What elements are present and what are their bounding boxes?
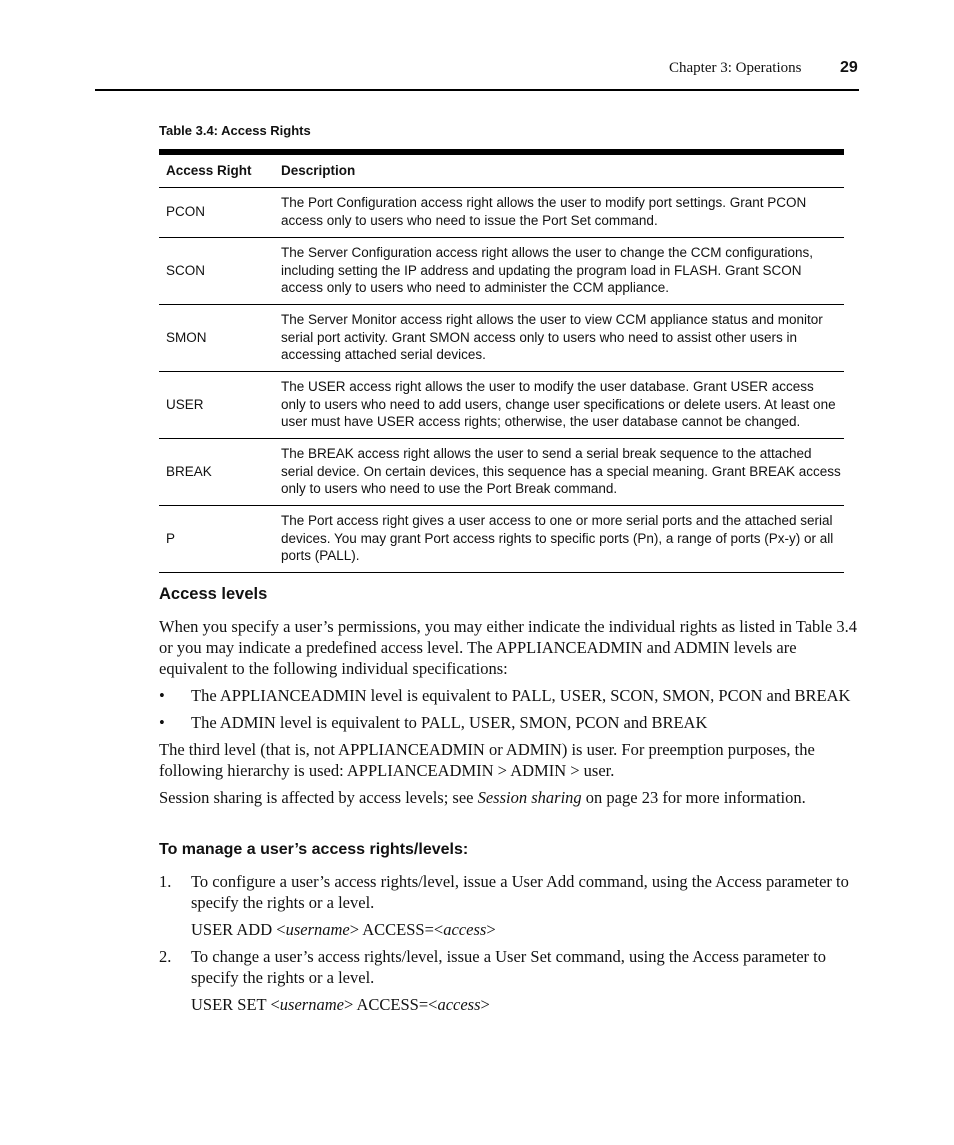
table-row [159,505,844,572]
procedure-steps [159,871,859,1021]
column-header-access-right: Access Right [159,152,274,187]
table-caption: Table 3.4: Access Rights [159,123,311,138]
session-sharing-paragraph [159,787,859,808]
access-rights-table [159,149,844,573]
step-text: To configure a user’s access rights/level, issue a User Add command, using the Access parameter to specify the rights or a level. [191,872,849,912]
command-arg-access: access [437,995,481,1014]
access-right-cell: P [159,505,274,572]
access-right-cell: SMON [159,304,274,371]
command-prefix: USER ADD < [191,920,286,939]
access-levels-body [159,616,859,814]
access-right-cell: USER [159,371,274,438]
description-cell: The Port Configuration access right allows the user to modify port settings. Grant PCON access only to users who need to issue the Port Set command. [274,187,844,237]
command-mid: > ACCESS=< [343,995,438,1014]
step-number: 2. [159,947,172,966]
column-header-description: Description [274,152,844,187]
step-text: To change a user’s access rights/level, issue a User Set command, using the Access parameter to specify the rights or a level. [191,947,826,987]
description-cell: The Port access right gives a user access to one or more serial ports and the attached serial devices. You may grant Port access rights to specific ports (Pn), a range of ports (Px-y) or all ports (PALL). [274,505,844,572]
session-text-after: on page 23 for more information. [581,788,806,807]
running-header-chapter: Chapter 3: Operations [669,60,802,76]
list-item [159,685,859,706]
bullet-text: The APPLIANCEADMIN level is equivalent to PALL, USER, SCON, SMON, PCON and BREAK [191,686,851,705]
page-number: 29 [840,59,858,76]
table-row [159,187,844,237]
command-syntax [191,994,859,1015]
table-row [159,304,844,371]
hierarchy-paragraph: The third level (that is, not APPLIANCEADMIN or ADMIN) is user. For preemption purposes, the following hierarchy is used: APPLIANCEADMIN > ADMIN > user. [159,740,815,780]
access-right-cell: SCON [159,237,274,304]
table-row [159,438,844,505]
bullet-text: The ADMIN level is equivalent to PALL, USER, SMON, PCON and BREAK [191,713,708,732]
table-row [159,371,844,438]
procedure-step [159,946,859,1015]
description-cell: The Server Monitor access right allows the user to view CCM appliance status and monitor serial port activity. Grant SMON access only to users who need to assist other users in accessing attached serial devices. [274,304,844,371]
command-arg-username: username [285,920,350,939]
command-suffix: > [486,920,496,939]
access-right-cell: PCON [159,187,274,237]
description-cell: The USER access right allows the user to modify the user database. Grant USER access only to users who need to add users, change user specifications or delete users. At least one user must have USER access rights; otherwise, the user database cannot be changed. [274,371,844,438]
access-right-cell: BREAK [159,438,274,505]
procedure-step [159,871,859,940]
intro-paragraph: When you specify a user’s permissions, you may either indicate the individual rights as listed in Table 3.4 or you may indicate a predefined access level. The APPLIANCEADMIN and ADMIN levels are equivalent to the following individual specifications: [159,617,857,678]
session-text-before: Session sharing is affected by access levels; see [159,788,478,807]
session-sharing-reference: Session sharing [477,788,582,807]
command-suffix: > [480,995,490,1014]
command-mid: > ACCESS=< [349,920,444,939]
table-header-row [159,152,844,187]
list-item [159,712,859,733]
bullet-icon: • [159,713,165,732]
description-cell: The Server Configuration access right allows the user to change the CCM configurations, including setting the IP address and updating the program load in FLASH. Grant SCON access only to users who need to administer the CCM appliance. [274,237,844,304]
command-syntax [191,919,859,940]
bullet-icon: • [159,686,165,705]
command-arg-username: username [279,995,344,1014]
table-row [159,237,844,304]
procedure-heading: To manage a user’s access rights/levels: [159,841,469,858]
command-prefix: USER SET < [191,995,280,1014]
command-arg-access: access [443,920,487,939]
description-cell: The BREAK access right allows the user to send a serial break sequence to the attached serial device. On certain devices, this sequence has a special meaning. Grant BREAK access only to users who need to use the Port Break command. [274,438,844,505]
step-number: 1. [159,872,172,891]
section-heading-access-levels: Access levels [159,585,268,603]
header-rule [95,89,859,91]
